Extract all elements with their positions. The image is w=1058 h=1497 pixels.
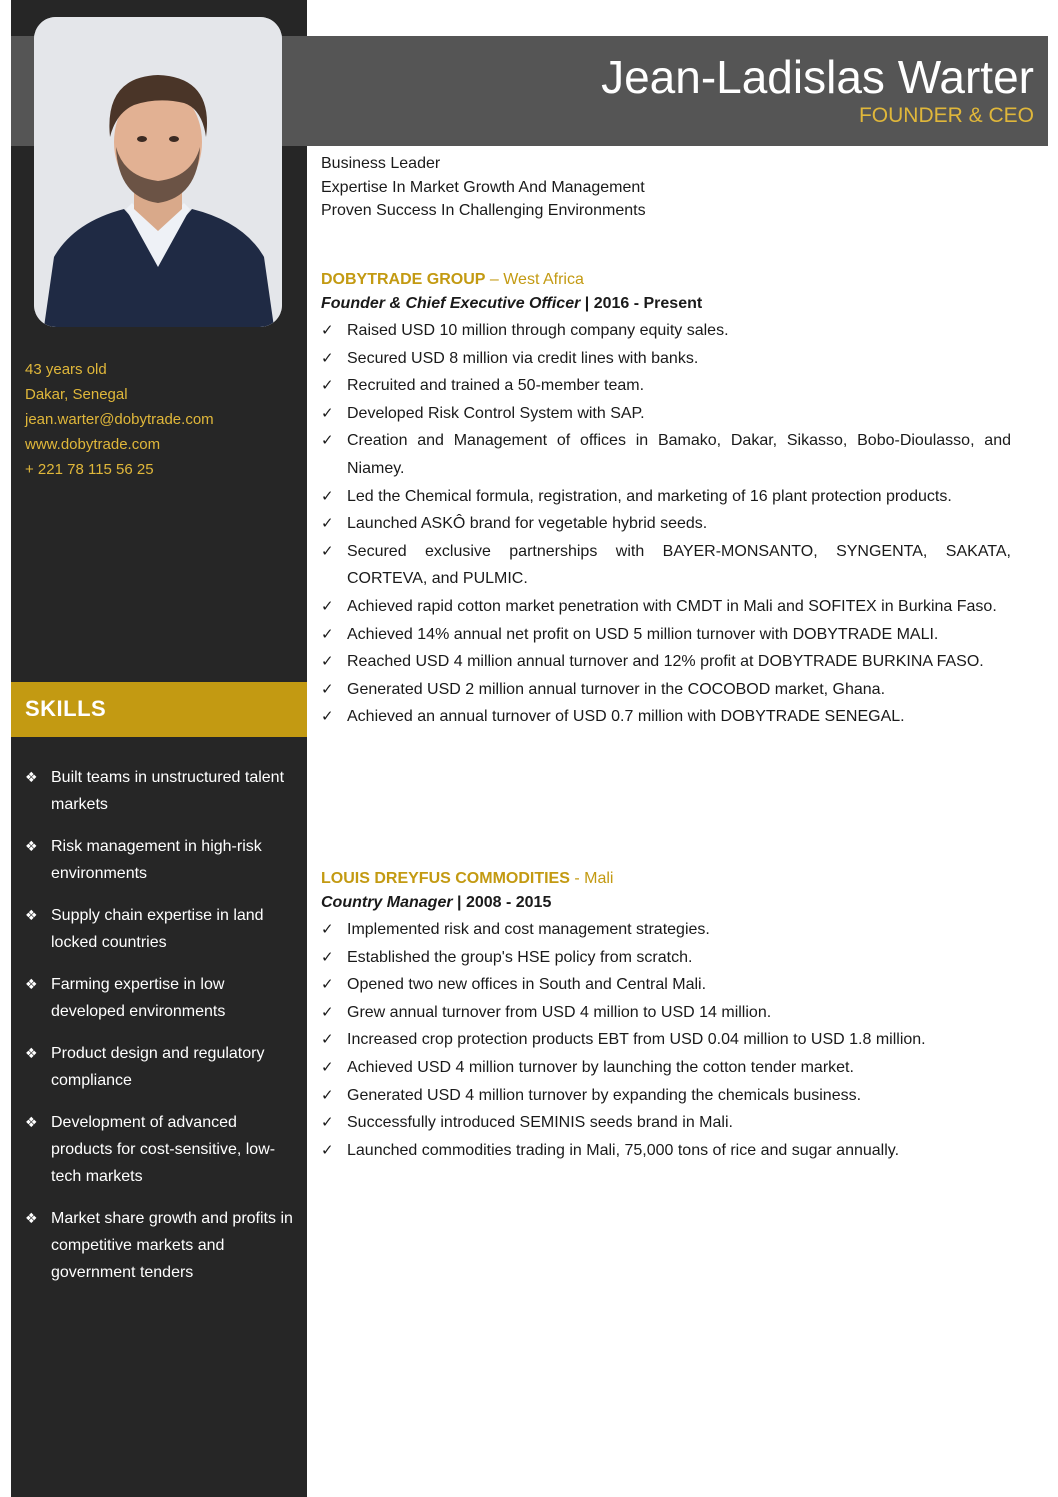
list-item: ✓ Secured exclusive partnerships with BAYER-MONSANTO, SYNGENTA, SAKATA, CORTEVA, and PULMIC. <box>321 538 1011 593</box>
job-title-line <box>321 891 1011 915</box>
person-name: Jean-Ladislas Warter <box>601 51 1034 103</box>
diamond-icon: ❖ <box>25 907 38 923</box>
job-heading <box>321 867 1011 891</box>
list-item: ✓ Successfully introduced SEMINIS seeds brand in Mali. <box>321 1109 1011 1137</box>
check-icon: ✓ <box>321 708 334 726</box>
location: Dakar, Senegal <box>25 386 128 403</box>
job-bullets <box>321 317 1011 731</box>
check-icon: ✓ <box>321 515 334 533</box>
list-item: ✓ Achieved USD 4 million turnover by launching the cotton tender market. <box>321 1054 1011 1082</box>
job-title: Founder & Chief Executive Officer <box>321 295 581 312</box>
check-icon: ✓ <box>321 1114 334 1132</box>
list-item: ✓ Recruited and trained a 50-member team. <box>321 372 1011 400</box>
job-title-line <box>321 292 1011 316</box>
list-item: ✓ Led the Chemical formula, registration, and marketing of 16 plant protection products. <box>321 483 1011 511</box>
company-location: - Mali <box>569 870 614 887</box>
check-icon: ✓ <box>321 404 334 422</box>
company-location: – West Africa <box>485 271 584 288</box>
contact-info <box>25 357 295 482</box>
list-item: ✓ Achieved rapid cotton market penetration with CMDT in Mali and SOFITEX in Burkina Faso. <box>321 593 1011 621</box>
list-item: ✓ Implemented risk and cost management strategies. <box>321 916 1011 944</box>
list-item: ✓ Reached USD 4 million annual turnover and 12% profit at DOBYTRADE BURKINA FASO. <box>321 648 1011 676</box>
list-item: ✓ Raised USD 10 million through company equity sales. <box>321 317 1011 345</box>
check-icon: ✓ <box>321 322 334 339</box>
list-item: ✓ Secured USD 8 million via credit lines with banks. <box>321 345 1011 373</box>
skills-header <box>11 682 307 737</box>
job-heading <box>321 268 1011 292</box>
check-icon: ✓ <box>321 653 334 671</box>
check-icon: ✓ <box>321 625 334 643</box>
job-louis-dreyfus <box>321 867 1011 1164</box>
diamond-icon: ❖ <box>25 769 38 785</box>
job-period: | 2008 - 2015 <box>452 894 552 911</box>
check-icon: ✓ <box>321 1058 334 1076</box>
list-item: ✓ Increased crop protection products EBT from USD 0.04 million to USD 1.8 million. <box>321 1026 1011 1054</box>
check-icon: ✓ <box>321 542 334 560</box>
diamond-icon: ❖ <box>25 976 38 992</box>
skill-item: ❖ Development of advanced products for cost-sensitive, low-tech markets <box>25 1109 300 1190</box>
list-item: ✓ Launched commodities trading in Mali, 75,000 tons of rice and sugar annually. <box>321 1137 1011 1165</box>
check-icon: ✓ <box>321 1031 334 1049</box>
header-bar <box>307 36 1048 146</box>
list-item: ✓ Creation and Management of offices in Bamako, Dakar, Sikasso, Bobo-Dioulasso, and Niamey. <box>321 427 1011 482</box>
check-icon: ✓ <box>321 597 334 615</box>
diamond-icon: ❖ <box>25 1114 38 1130</box>
summary-line: Business Leader <box>321 155 441 172</box>
diamond-icon: ❖ <box>25 1210 38 1226</box>
summary-line: Expertise In Market Growth And Management <box>321 178 645 196</box>
skill-item: ❖ Supply chain expertise in land locked countries <box>25 902 300 956</box>
check-icon: ✓ <box>321 487 334 505</box>
diamond-icon: ❖ <box>25 838 38 854</box>
skill-item: ❖ Product design and regulatory compliance <box>25 1040 300 1094</box>
check-icon: ✓ <box>321 432 334 450</box>
check-icon: ✓ <box>321 1003 334 1021</box>
check-icon: ✓ <box>321 377 334 395</box>
check-icon: ✓ <box>321 1086 334 1104</box>
website-link[interactable]: www.dobytrade.com <box>25 436 161 453</box>
person-role: FOUNDER & CEO <box>858 104 1034 127</box>
list-item: ✓ Generated USD 2 million annual turnover in the COCOBOD market, Ghana. <box>321 676 1011 704</box>
skill-item: ❖ Risk management in high-risk environments <box>25 833 300 887</box>
summary <box>321 152 646 223</box>
skill-item: ❖ Market share growth and profits in competitive markets and government tenders <box>25 1205 300 1286</box>
portrait-image <box>34 17 282 327</box>
age: 43 years old <box>25 361 107 378</box>
check-icon: ✓ <box>321 680 334 698</box>
list-item: ✓ Opened two new offices in South and Central Mali. <box>321 971 1011 999</box>
profile-photo <box>34 17 282 327</box>
email-link[interactable]: jean.warter@dobytrade.com <box>25 411 214 428</box>
list-item: ✓ Achieved an annual turnover of USD 0.7 million with DOBYTRADE SENEGAL. <box>321 703 1011 731</box>
skill-item: ❖ Farming expertise in low developed environments <box>25 971 300 1025</box>
phone: + 221 78 115 56 25 <box>25 461 154 478</box>
check-icon: ✓ <box>321 349 334 367</box>
company-name: LOUIS DREYFUS COMMODITIES <box>321 870 570 887</box>
list-item: ✓ Generated USD 4 million turnover by expanding the chemicals business. <box>321 1082 1011 1110</box>
job-period: | 2016 - Present <box>580 295 703 312</box>
check-icon: ✓ <box>321 1141 334 1159</box>
skill-item: ❖ Built teams in unstructured talent markets <box>25 764 300 818</box>
check-icon: ✓ <box>321 948 334 966</box>
list-item: ✓ Established the group's HSE policy from scratch. <box>321 944 1011 972</box>
list-item: ✓ Grew annual turnover from USD 4 million to USD 14 million. <box>321 999 1011 1027</box>
job-title: Country Manager <box>321 894 453 911</box>
job-dobytrade <box>321 268 1011 731</box>
skills-list <box>25 764 300 1301</box>
job-bullets <box>321 916 1011 1164</box>
company-name: DOBYTRADE GROUP <box>321 271 486 288</box>
diamond-icon: ❖ <box>25 1045 38 1061</box>
list-item: ✓ Launched ASKÔ brand for vegetable hybrid seeds. <box>321 510 1011 538</box>
summary-line: Proven Success In Challenging Environments <box>321 202 646 219</box>
check-icon: ✓ <box>321 976 334 994</box>
list-item: ✓ Achieved 14% annual net profit on USD 5 million turnover with DOBYTRADE MALI. <box>321 621 1011 649</box>
check-icon: ✓ <box>321 921 334 938</box>
list-item: ✓ Developed Risk Control System with SAP. <box>321 400 1011 428</box>
skills-title: SKILLS <box>25 696 107 721</box>
